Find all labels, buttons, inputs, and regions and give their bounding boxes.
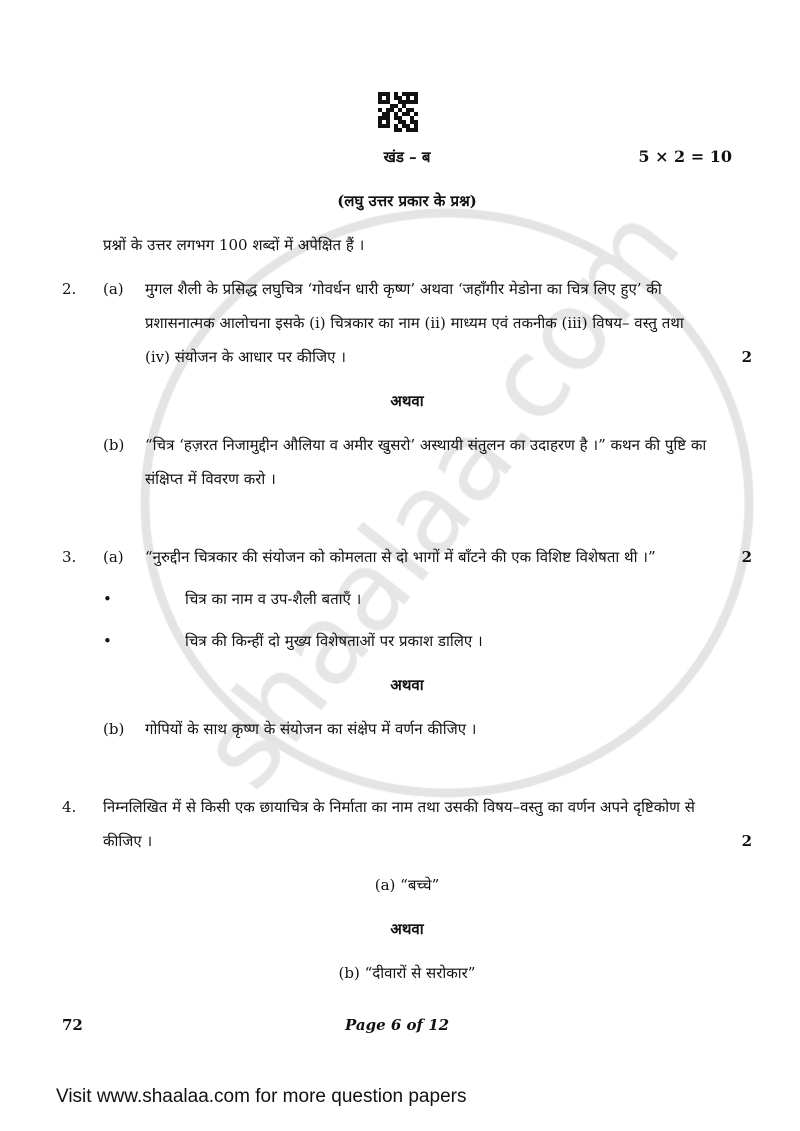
page-number: Page 6 of 12 — [345, 1016, 450, 1034]
q3-number: 3. — [62, 548, 77, 566]
question-2b — [62, 428, 752, 496]
q2a-label: (a) — [103, 280, 124, 298]
q3-bullet-item — [62, 582, 752, 616]
q4-option-a: (a) “बच्चे” — [374, 876, 440, 894]
q3-marks: 2 — [741, 548, 752, 566]
q3a-text: “नुरुद्दीन चित्रकार की संयोजन को कोमलता से दो भागों में बाँटने की एक विशिष्ट विशेषता थी ।” — [145, 548, 656, 566]
question-3b — [62, 712, 752, 746]
section-marks: 5 × 2 = 10 — [638, 147, 732, 166]
q2b-text — [145, 428, 718, 496]
q4-line: निम्नलिखित में से किसी एक छायाचित्र के निर्माता का नाम तथा उसकी विषय–वस्तु का वर्णन अपने — [103, 798, 629, 816]
paper-code: 72 — [62, 1016, 83, 1034]
bullet-icon: • — [103, 590, 112, 608]
q3-bullet: चित्र की किन्हीं दो मुख्य विशेषताओं पर प्रकाश डालिए । — [185, 632, 483, 650]
q3b-text: गोपियों के साथ कृष्ण के संयोजन का संक्षेप में वर्णन कीजिए । — [145, 720, 477, 738]
site-footer: Visit www.shaalaa.com for more question papers — [56, 1086, 467, 1107]
q2b-label: (b) — [103, 436, 125, 454]
q4-number: 4. — [62, 798, 77, 816]
q3-bullet: चित्र का नाम व उप-शैली बताएँ । — [185, 590, 362, 608]
q2a-line: मुगल शैली के प्रसिद्ध लघुचित्र ‘गोवर्धन धारी कृष्ण’ अथवा ‘जहाँगीर मेडोना का चित्र लिए हुए’ — [145, 280, 642, 298]
q2-number: 2. — [62, 280, 77, 298]
page-footer — [62, 1016, 752, 1034]
q4-text — [103, 790, 718, 858]
q3b-label: (b) — [103, 720, 125, 738]
q2b-line: पुष्टि का संक्षिप्त में विवरण करो । — [145, 436, 707, 488]
q2a-line: वस्तु तथा (iv) संयोजन के आधार पर कीजिए । — [145, 314, 684, 366]
instruction: प्रश्नों के उत्तर लगभग 100 शब्दों में अपेक्षित हैं । — [103, 236, 365, 254]
question-2a — [62, 272, 752, 374]
question-content — [62, 140, 752, 990]
q3-bullet-item — [62, 624, 752, 658]
q2a-text — [145, 272, 718, 374]
q2b-line: “चित्र ‘हज़रत निजामुद्दीन औलिया व अमीर खुसरो’ अस्थायी संतुलन का उदाहरण है ।” कथन की — [145, 436, 661, 454]
q2-or: अथवा — [390, 392, 424, 410]
bullet-icon: • — [103, 632, 112, 650]
q4-line: दृष्टिकोण से कीजिए । — [103, 798, 695, 850]
question-3a — [62, 540, 752, 574]
qr-code-icon — [378, 92, 418, 132]
section-title: खंड – ब — [383, 148, 431, 166]
q3a-label: (a) — [103, 548, 124, 566]
q2a-line: की प्रशासनात्मक आलोचना इसके (i) चित्रकार का नाम (ii) माध्यम एवं तकनीक (iii) विषय– — [145, 280, 662, 332]
q4-option-b: (b) “दीवारों से सरोकार” — [338, 964, 476, 982]
q2-marks: 2 — [741, 348, 752, 366]
q4-or: अथवा — [390, 920, 424, 938]
q4-marks: 2 — [741, 832, 752, 850]
section-subtitle: (लघु उत्तर प्रकार के प्रश्न) — [337, 192, 477, 210]
question-4 — [62, 790, 752, 858]
q3-or: अथवा — [390, 676, 424, 694]
